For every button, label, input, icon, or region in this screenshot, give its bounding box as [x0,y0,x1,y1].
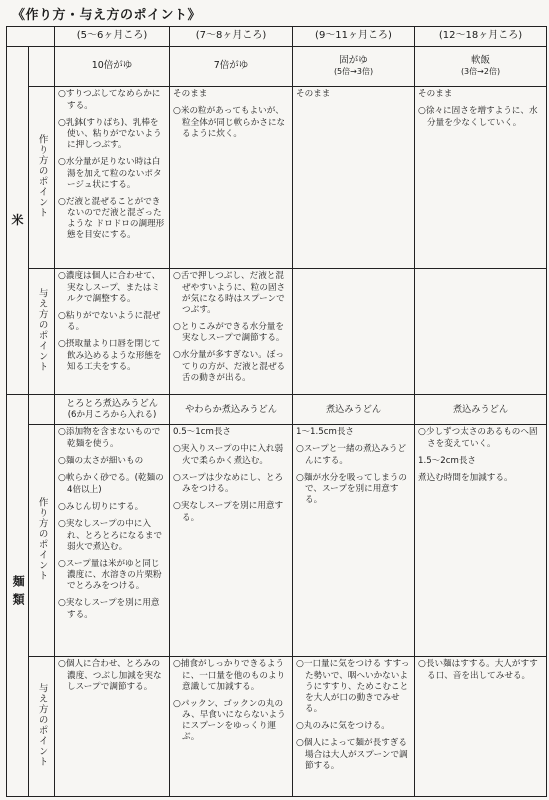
point-text: 徐々に固さを増すように、水分量を少なくしていく。 [425,106,538,128]
point-text: 濃度は個人に合わせて、実なしスープ、またはミルクで調整する。 [65,271,161,304]
circle-bullet-icon: ○ [58,310,66,321]
point-item [58,197,166,242]
point-item [296,427,411,438]
point-text: 添加物を含まないもので乾麺を使う。 [65,427,161,449]
rice-category [7,47,29,395]
point-item [58,659,166,693]
circle-bullet-icon: ○ [173,444,181,454]
point-item [58,118,166,152]
point-item [58,502,166,514]
point-list [173,89,289,140]
point-item [58,311,166,334]
point-text: 摂取量より口唇を閉じて飲み込めるような形態を知る工夫をする。 [65,339,162,372]
point-text: だ液と混ぜることができないのでだ液と混ざったような ドロドロの調理形態を目安にする。 [65,196,165,241]
point-text: 米の粒があってもよいが、 粒全体が同じ軟らかさになるように炊く。 [180,106,286,139]
noodle-make-label-cell [29,425,55,657]
noodle-give-cell [170,657,293,797]
point-text: 実なしスープの中に入れ、とろとろになるまで弱火で煮込む。 [65,519,163,552]
circle-bullet-icon: ○ [58,519,66,530]
rice-make-cell [293,87,415,269]
circle-bullet-icon: ○ [58,558,66,569]
rice-food-name [415,47,547,87]
point-text: 軟らかく砂でる。(乾麺の 4倍以上) [65,473,164,495]
noodle-food-row [7,395,547,425]
point-item [173,106,289,140]
circle-bullet-icon: ○ [58,157,66,168]
point-text: そのまま [173,89,208,99]
point-text: 丸のみに気をつける。 [303,720,390,731]
point-list [418,89,543,129]
circle-bullet-icon: ○ [296,472,304,483]
rice-food-name [170,47,293,87]
noodle-give-label: 与え方のポイント [36,682,48,767]
circle-bullet-icon: ○ [173,350,181,361]
point-item [296,444,411,467]
point-item [296,738,411,772]
rice-make-label-cell [29,87,55,269]
point-item [418,89,543,100]
age-header: (12～18ヶ月ころ) [415,27,547,47]
circle-bullet-icon: ○ [58,271,66,281]
circle-bullet-icon: ○ [58,659,66,669]
point-text: スープ量は米がゆと同じ濃度に、水溶きの片栗粉でとろみをつける。 [65,558,162,592]
noodle-give-cell [293,657,415,797]
point-item [173,501,289,524]
noodle-make-label: 作り方のポイント [36,496,48,581]
point-text: スープと一緒の煮込みうどんにする。 [303,444,407,466]
point-text: 粘りがでないように混ぜる。 [65,310,161,333]
point-list [58,427,166,621]
circle-bullet-icon: ○ [418,659,426,669]
point-item [58,598,166,621]
noodle-food-name [170,395,293,425]
point-text: 0.5～1cm長さ [173,427,232,437]
noodle-make-cell [55,425,170,657]
food-note: (3倍→2倍) [460,67,501,77]
circle-bullet-icon: ○ [58,501,66,512]
point-item [418,106,543,129]
point-list [58,271,166,373]
point-text: みじん切りにする。 [65,501,144,512]
rice-give-label: 与え方のポイント [36,287,48,372]
point-text: 水分量が多すぎない。ぼってりの方が、だ液と混ぜる舌の動きが出る。 [180,350,286,383]
rice-food-row [7,47,547,87]
circle-bullet-icon: ○ [173,271,181,281]
point-item [173,659,289,693]
rice-give-cell [293,269,415,395]
point-item [58,89,166,112]
food-note: (6か月ころから入れる) [67,409,157,420]
point-list [296,427,411,506]
circle-bullet-icon: ○ [173,472,181,483]
rice-make-row [7,87,547,269]
point-text: 水分量が足りない時は白湯を加えて粒のないポタージュ状にする。 [65,157,162,190]
circle-bullet-icon: ○ [296,444,304,454]
circle-bullet-icon: ○ [173,659,181,669]
feeding-guide-table [6,26,547,797]
circle-bullet-icon: ○ [296,738,304,749]
point-item [58,157,166,191]
noodle-category-label: 麺類 [11,575,26,612]
point-item [58,427,166,450]
noodle-make-cell [415,425,547,657]
rice-make-cell [415,87,547,269]
point-text: そのまま [418,89,453,99]
point-list [296,659,411,772]
point-item [418,427,543,450]
point-item [296,721,411,733]
point-item [418,473,543,484]
circle-bullet-icon: ○ [58,196,66,207]
circle-bullet-icon: ○ [58,117,66,128]
point-list [296,89,411,100]
food-name: 煮込みうどん [452,403,509,415]
rice-category-label: 米 [11,212,24,227]
noodle-food-name [55,395,170,425]
circle-bullet-icon: ○ [173,501,181,512]
point-list [58,659,166,693]
circle-bullet-icon: ○ [58,89,66,99]
age-header: (5～6ヶ月ころ) [55,27,170,47]
point-list [173,659,289,743]
point-text: 乳鉢(すりばち)、乳棒を使い、粘りがでないように押しつぶす。 [65,117,162,151]
rice-make-cell [55,87,170,269]
food-name: 固がゆ [339,55,368,67]
point-text: 実なしスープを別に用意する。 [65,598,160,620]
point-item [173,427,289,438]
noodle-make-cell [170,425,293,657]
food-note: (5倍→3倍) [333,67,374,77]
circle-bullet-icon: ○ [418,427,426,437]
circle-bullet-icon: ○ [58,455,66,466]
point-item [173,271,289,316]
food-name: 7倍がゆ [213,60,249,72]
point-text: 舌で押しつぶし、だ液と混ぜやすいように、粒の固さが気になる時はスプーンでつぶす。 [180,271,286,315]
circle-bullet-icon: ○ [58,339,66,350]
circle-bullet-icon: ○ [173,698,181,709]
page-title: 《作り方・与え方のポイント》 [12,8,202,23]
noodle-food-name [415,395,547,425]
noodle-give-cell [415,657,547,797]
noodle-food-name [293,395,415,425]
noodle-category [7,395,29,797]
point-item [296,659,411,715]
rice-food-name [55,47,170,87]
point-text: 実入りスープの中に入れ弱火で柔らかく煮込む。 [180,444,284,466]
point-item [418,456,543,467]
point-text: 1～1.5cm長さ [296,427,355,437]
point-list [173,427,289,524]
food-name: やわらか煮込みうどん [185,403,277,415]
rice-make-label: 作り方のポイント [36,133,48,218]
noodle-make-row [7,425,547,657]
point-item [173,444,289,467]
food-name: とろとろ煮込みうどん [66,398,158,410]
circle-bullet-icon: ○ [58,427,66,437]
point-list [173,271,289,384]
age-header: (7～8ヶ月ころ) [170,27,293,47]
point-item [296,89,411,100]
rice-give-cell [415,269,547,395]
point-text: 個人に合わせ、とろみの濃度、つぶし加減を実なしスープで調節する。 [65,659,162,692]
point-item [418,659,543,682]
point-item [173,322,289,345]
point-item [58,559,166,593]
point-text: スープは少なめにし、とろみをつける。 [180,472,284,495]
blank-cell [29,395,55,425]
point-item [58,271,166,305]
food-name: 10倍がゆ [91,60,133,72]
noodle-give-cell [55,657,170,797]
circle-bullet-icon: ○ [58,598,66,609]
point-list [418,427,543,484]
point-list [418,659,543,682]
rice-give-cell [55,269,170,395]
point-text: 麺の太さが細いもの [65,455,144,466]
point-item [58,473,166,496]
point-item [173,473,289,496]
point-text: 捕食がしっかりできるように、一口量を他のものより意識して加減する。 [180,659,286,692]
point-text: そのまま [296,89,331,99]
point-item [58,339,166,373]
point-text: 実なしスープを別に用意する。 [180,501,284,523]
circle-bullet-icon: ○ [418,106,426,116]
rice-give-label-cell [29,269,55,395]
rice-food-name [293,47,415,87]
point-text: すりつぶしてなめらかにする。 [65,89,161,111]
age-header: (9～11ヶ月ころ) [293,27,415,47]
circle-bullet-icon: ○ [296,720,304,731]
point-item [58,519,166,553]
point-text: 少しずつ太さのあるものへ固さを変えていく。 [425,427,538,449]
noodle-give-row [7,657,547,797]
point-item [173,350,289,384]
circle-bullet-icon: ○ [58,473,66,484]
blank-cell [29,47,55,87]
rice-give-row [7,269,547,395]
point-item [173,699,289,744]
point-text: パックン、ゴックンの丸のみ、早食いにならないようにスプーンをゆっくり運ぶ。 [180,698,286,743]
noodle-give-label-cell [29,657,55,797]
food-name: 軟飯 [470,55,490,67]
point-list [58,89,166,241]
food-name: 煮込みうどん [325,403,382,415]
rice-give-cell [170,269,293,395]
point-item [58,456,166,468]
point-text: 一口量に気をつける すすった勢いで、咽へいかないようにすすり、ためこむことを大人が口の動きでみせる。 [303,659,410,714]
point-text: 麺が水分を吸ってしまうので、スープを別に用意する。 [303,472,407,506]
circle-bullet-icon: ○ [173,321,181,332]
rice-make-cell [170,87,293,269]
point-item [296,473,411,507]
point-text: 長い麺はすする。大人がすする口、音を出してみせる。 [425,659,538,681]
point-text: とりこみができる水分量を実なしスープで調節する。 [180,321,285,344]
age-header-row [7,27,547,47]
corner-cell [7,27,55,47]
circle-bullet-icon: ○ [296,659,304,669]
point-item [173,89,289,100]
noodle-make-cell [293,425,415,657]
point-text: 1.5～2cm長さ [418,455,477,466]
point-text: 煮込む時間を加減する。 [418,472,513,483]
circle-bullet-icon: ○ [173,106,181,116]
point-text: 個人によって麺が長すぎる場合は大人がスプーンで調節する。 [303,738,408,771]
